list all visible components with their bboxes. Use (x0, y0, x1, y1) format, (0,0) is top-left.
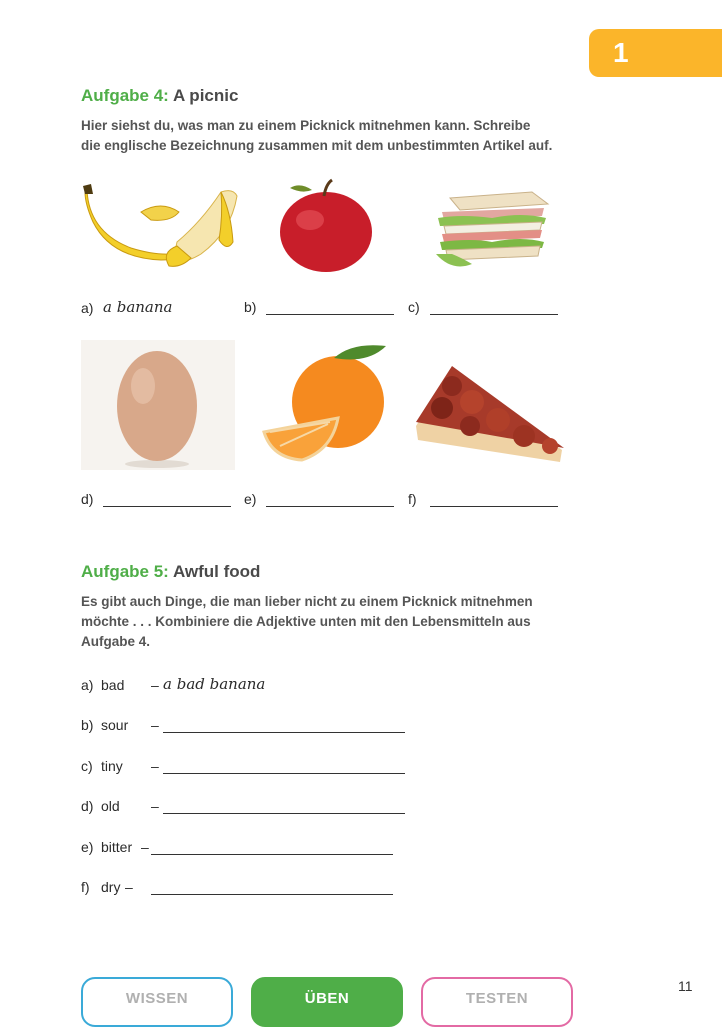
answer-line[interactable] (103, 490, 231, 507)
orange-picture (262, 342, 388, 466)
task5-instruction-line: Es gibt auch Dinge, die man lieber nicht zu einem Picknick mitnehmen (81, 594, 533, 609)
ueben-tab[interactable]: ÜBEN (251, 977, 403, 1027)
answer-line[interactable] (266, 298, 394, 315)
row-letter: e) (81, 839, 94, 855)
page-number: 11 (678, 978, 693, 994)
adjective: bad (101, 677, 125, 693)
answer-line[interactable] (163, 757, 405, 774)
row-letter: a) (81, 677, 94, 693)
task5-heading: Awful food (172, 562, 261, 581)
adjective: tiny (101, 758, 123, 774)
answer-letter: c) (408, 299, 420, 315)
adjective-row-b (81, 715, 405, 733)
task4-title (81, 86, 238, 106)
answer-text: a banana (103, 298, 173, 316)
task4-heading: A picnic (172, 86, 239, 105)
task4-label: Aufgabe 4: (81, 86, 169, 105)
dash: – (151, 758, 159, 774)
answer-letter: f) (408, 491, 417, 507)
adjective: dry (101, 879, 121, 895)
chapter-tab: 1 (589, 29, 722, 77)
task5-label: Aufgabe 5: (81, 562, 169, 581)
row-letter: c) (81, 758, 93, 774)
task5-instruction (81, 592, 581, 652)
row-letter: d) (81, 798, 94, 814)
apple-picture (276, 178, 376, 274)
answer-row-b (244, 298, 394, 315)
answer-line[interactable] (151, 838, 393, 855)
answer-line[interactable] (430, 490, 558, 507)
answer-line[interactable] (430, 298, 558, 315)
plum-cake-picture (412, 364, 570, 464)
row-letter: b) (81, 717, 94, 733)
dash: – (151, 798, 159, 814)
answer-line[interactable] (163, 797, 405, 814)
answer-letter: b) (244, 299, 257, 315)
task5-title (81, 562, 260, 582)
wissen-tab[interactable]: WISSEN (81, 977, 233, 1027)
testen-tab[interactable]: TESTEN (421, 977, 573, 1027)
task4-instruction-line: Hier siehst du, was man zu einem Picknick mitnehmen kann. Schreibe (81, 118, 531, 133)
dash: – (151, 717, 159, 733)
adjective-row-f (81, 877, 393, 895)
answer-line[interactable] (151, 878, 393, 895)
adjective-row-e (81, 837, 393, 855)
adjective: old (101, 798, 120, 814)
answer-row-f (408, 490, 558, 507)
answer-letter: a) (81, 300, 94, 316)
adjective: sour (101, 717, 129, 733)
task4-instruction (81, 116, 581, 156)
answer-text: a bad banana (163, 675, 266, 693)
adjective-row-a (81, 675, 265, 693)
answer-row-d (81, 490, 231, 507)
dash: – (151, 677, 159, 693)
task4-instruction-line: die englische Bezeichnung zusammen mit dem unbestimmten Artikel auf. (81, 138, 553, 153)
dash: – (125, 879, 133, 895)
task5-instruction-line: Aufgabe 4. (81, 634, 151, 649)
adjective: bitter (101, 839, 133, 855)
answer-row-c (408, 298, 558, 315)
adjective-row-d (81, 796, 405, 814)
row-letter: f) (81, 879, 90, 895)
egg-picture (81, 340, 235, 470)
answer-letter: e) (244, 491, 257, 507)
adjective-row-c (81, 756, 405, 774)
task5-instruction-line: möchte . . . Kombiniere die Adjektive unten mit den Lebensmitteln aus (81, 614, 531, 629)
answer-line[interactable] (163, 716, 405, 733)
answer-row-a (81, 298, 172, 316)
answer-letter: d) (81, 491, 94, 507)
dash: – (141, 839, 149, 855)
answer-row-e (244, 490, 394, 507)
answer-line[interactable] (266, 490, 394, 507)
sandwich-picture (432, 188, 552, 274)
banana-picture (81, 182, 241, 270)
